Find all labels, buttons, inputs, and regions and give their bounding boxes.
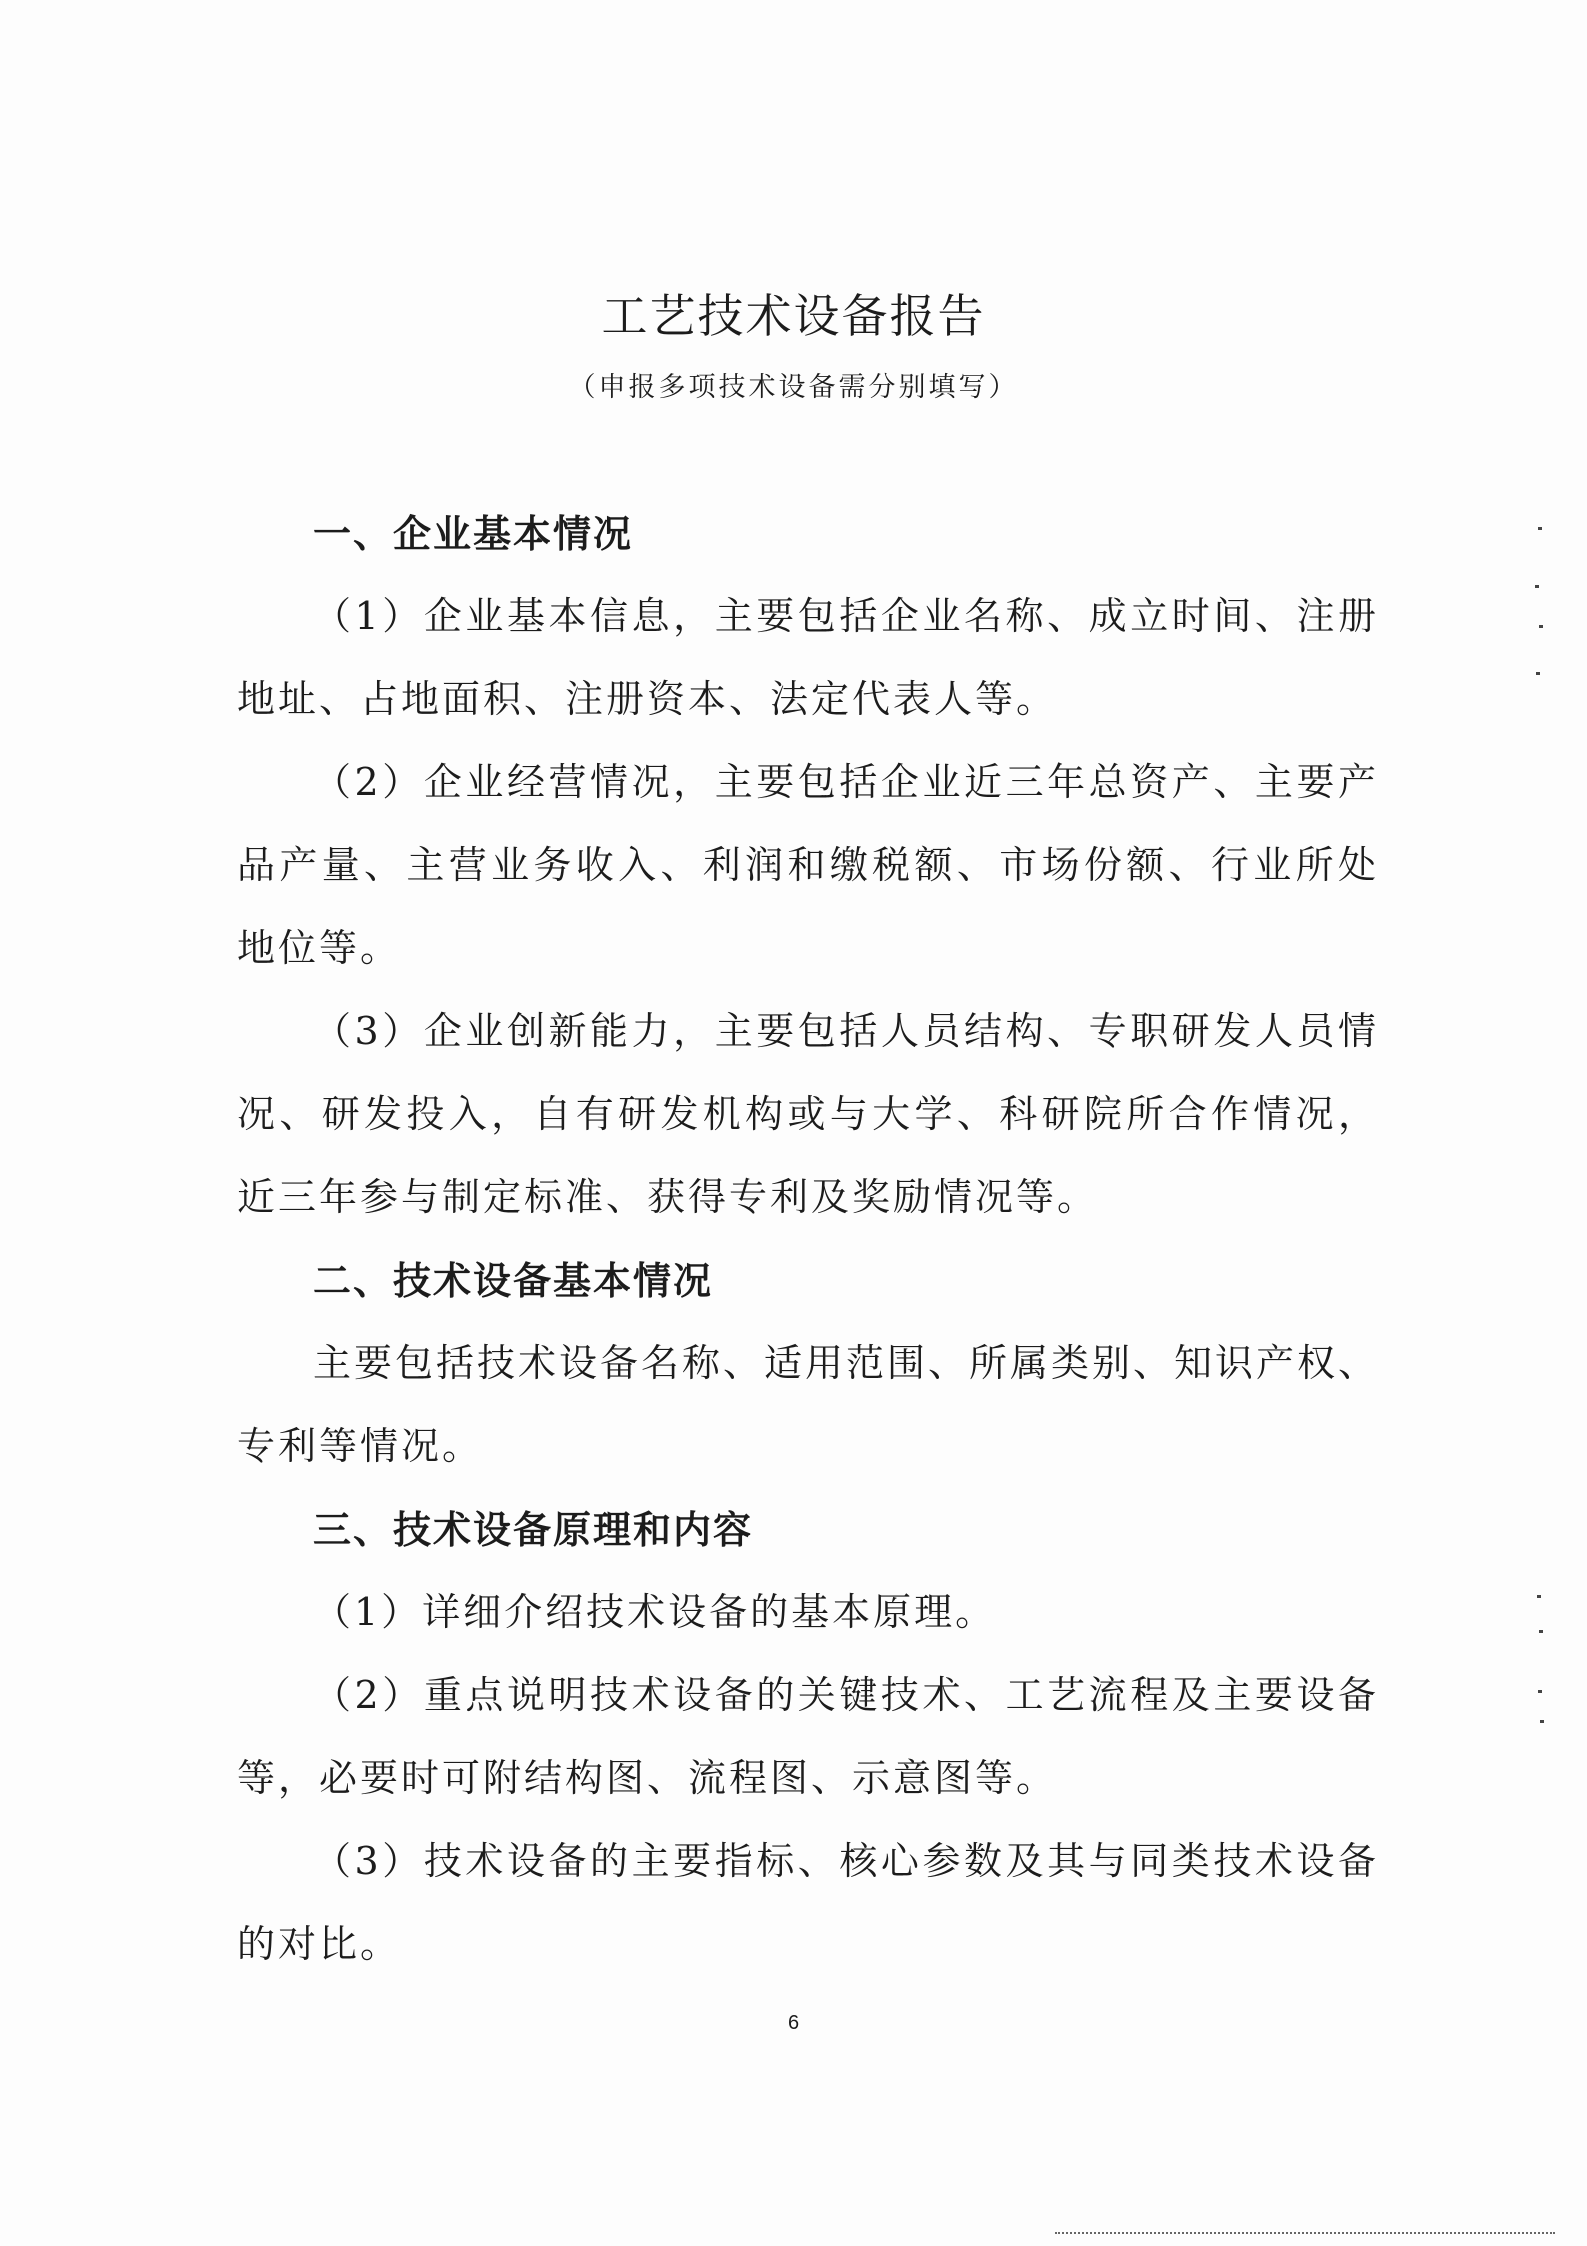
document-body [237,492,1379,1986]
scan-speck [1539,1630,1543,1633]
document-title: 工艺技术设备报告 [601,289,986,343]
page-number: 6 [787,2012,800,2034]
scan-speck [1537,1595,1541,1598]
section-2-paragraph-1: 主要包括技术设备名称、适用范围、所属类别、知识产权、专利等情况。 [237,1341,1380,1468]
section-3-paragraph-2: （2）重点说明技术设备的关键技术、工艺流程及主要设备等，必要时可附结构图、流程图、示意图等。 [237,1673,1379,1800]
section-heading-3: 三、技术设备原理和内容 [313,1507,754,1552]
scan-speck [1536,672,1540,675]
section-heading-1: 一、企业基本情况 [313,511,634,556]
scan-speck [1540,1720,1544,1723]
section-3-paragraph-1: （1）详细介绍技术设备的基本原理。 [313,1590,997,1634]
scan-speck [1538,527,1542,530]
section-1-paragraph-3: （3）企业创新能力，主要包括人员结构、专职研发人员情况、研发投入，自有研发机构或与大学、科研院所合作情况，近三年参与制定标准、获得专利及奖励情况等。 [237,1009,1379,1219]
scan-edge-line [1055,2232,1555,2236]
section-1-paragraph-1: （1）企业基本信息，主要包括企业名称、成立时间、注册地址、占地面积、注册资本、法定代表人等。 [237,594,1379,721]
section-heading-2: 二、技术设备基本情况 [313,1258,714,1303]
section-1-paragraph-2: （2）企业经营情况，主要包括企业近三年总资产、主要产品产量、主营业务收入、利润和缴税额、市场份额、行业所处地位等。 [237,760,1379,970]
scan-speck [1539,625,1543,628]
scan-speck [1535,585,1539,588]
scan-margin-marks [1535,0,1575,2246]
section-3-paragraph-3: （3）技术设备的主要指标、核心参数及其与同类技术设备的对比。 [237,1839,1379,1966]
document-subtitle: （申报多项技术设备需分别填写） [568,372,1019,403]
scan-speck [1538,1690,1542,1693]
